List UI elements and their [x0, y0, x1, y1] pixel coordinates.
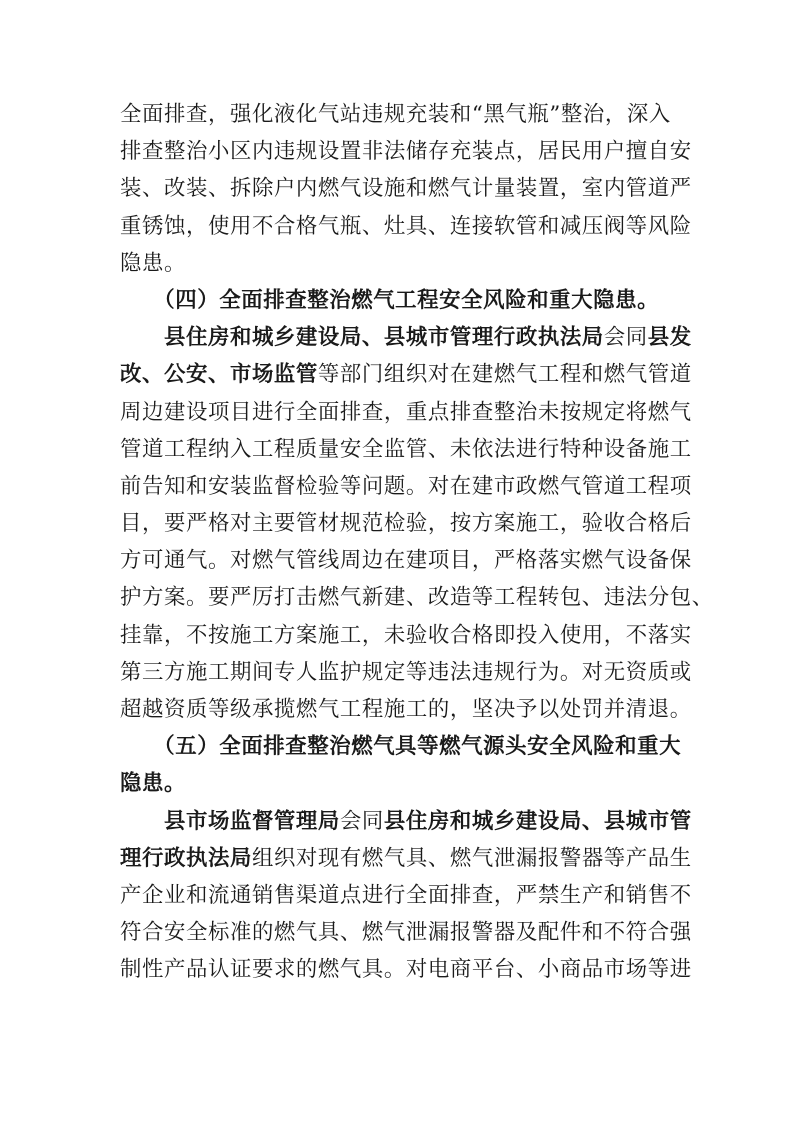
text-line: [120, 431, 692, 468]
text-segment: 第三方施工期间专人监护规定等违法违规行为。对无资质或: [120, 659, 692, 685]
text-line: [120, 394, 692, 431]
text-segment: 重锈蚀，使用不合格气瓶、灶具、连接软管和减压阀等风险: [120, 213, 692, 239]
text-segment: 护方案。要严厉打击燃气新建、改造等工程转包、违法分包、: [120, 585, 714, 611]
bold-text-segment: 理行政执法局: [120, 845, 252, 871]
text-segment: 排查整治小区内违规设置非法储存充装点，居民用户擅自安: [120, 139, 692, 165]
text-line: [120, 579, 714, 616]
text-line: [120, 542, 692, 579]
text-segment: 符合安全标准的燃气具、燃气泄漏报警器及配件和不符合强: [120, 920, 692, 946]
text-line: [120, 245, 680, 282]
text-segment: 全面排查，强化液化气站违规充装和“黑气瓶”整治，深入: [120, 102, 671, 127]
bold-text-segment: （四）全面排查整治燃气工程安全风险和重大隐患。: [120, 287, 660, 313]
text-segment: 会同: [339, 808, 384, 834]
text-line: [120, 96, 680, 133]
text-line: [120, 319, 692, 356]
bold-text-segment: 县住房和城乡建设局、县城市管: [383, 808, 692, 834]
text-line: [120, 877, 692, 914]
text-segment: 超越资质等级承揽燃气工程施工的，坚决予以处罚并清退。: [120, 697, 692, 722]
text-line: [120, 468, 692, 505]
bold-text-segment: （五）全面排查整治燃气具等燃气源头安全风险和重大: [120, 734, 682, 760]
document-body: [120, 96, 714, 989]
text-line: [120, 691, 692, 728]
text-segment: 目，要严格对主要管材规范检验，按方案施工，验收合格后: [120, 511, 692, 537]
text-line: [120, 170, 692, 207]
text-line: [120, 282, 680, 319]
text-segment: 周边建设项目进行全面排查，重点排查整治未按规定将燃气: [120, 399, 692, 425]
text-segment: 管道工程纳入工程质量安全监管、未依法进行特种设备施工: [120, 436, 692, 462]
text-line: [120, 728, 680, 765]
text-segment: 前告知和安装监督检验等问题。对在建市政燃气管道工程项: [120, 473, 692, 499]
bold-text-segment: 县住房和城乡建设局、县城市管理行政执法局: [120, 325, 604, 351]
bold-text-segment: 隐患。: [120, 771, 186, 797]
text-segment: 装、改装、拆除户内燃气设施和燃气计量装置，室内管道严: [120, 176, 692, 202]
text-line: [120, 765, 680, 802]
text-segment: 隐患。: [120, 250, 186, 276]
text-line: [120, 505, 692, 542]
text-line: [120, 803, 692, 840]
text-line: [120, 356, 692, 393]
text-line: [120, 133, 692, 170]
text-line: [120, 617, 692, 654]
bold-text-segment: 改、公安、市场监管: [120, 362, 318, 388]
text-line: [120, 951, 692, 988]
text-segment: 等部门组织对在建燃气工程和燃气管道: [317, 362, 692, 388]
text-segment: 制性产品认证要求的燃气具。对电商平台、小商品市场等进: [120, 957, 692, 983]
bold-text-segment: 县发: [647, 325, 692, 351]
text-segment: 会同: [603, 325, 648, 351]
text-line: [120, 208, 692, 245]
text-segment: 组织对现有燃气具、燃气泄漏报警器等产品生: [251, 845, 692, 871]
bold-text-segment: 县市场监督管理局: [120, 808, 340, 834]
text-segment: 产企业和流通销售渠道点进行全面排查，严禁生产和销售不: [120, 882, 692, 908]
text-segment: 挂靠，不按施工方案施工，未验收合格即投入使用，不落实: [120, 622, 692, 648]
text-line: [120, 840, 692, 877]
text-line: [120, 654, 692, 691]
text-line: [120, 914, 692, 951]
text-segment: 方可通气。对燃气管线周边在建项目，严格落实燃气设备保: [120, 548, 692, 574]
